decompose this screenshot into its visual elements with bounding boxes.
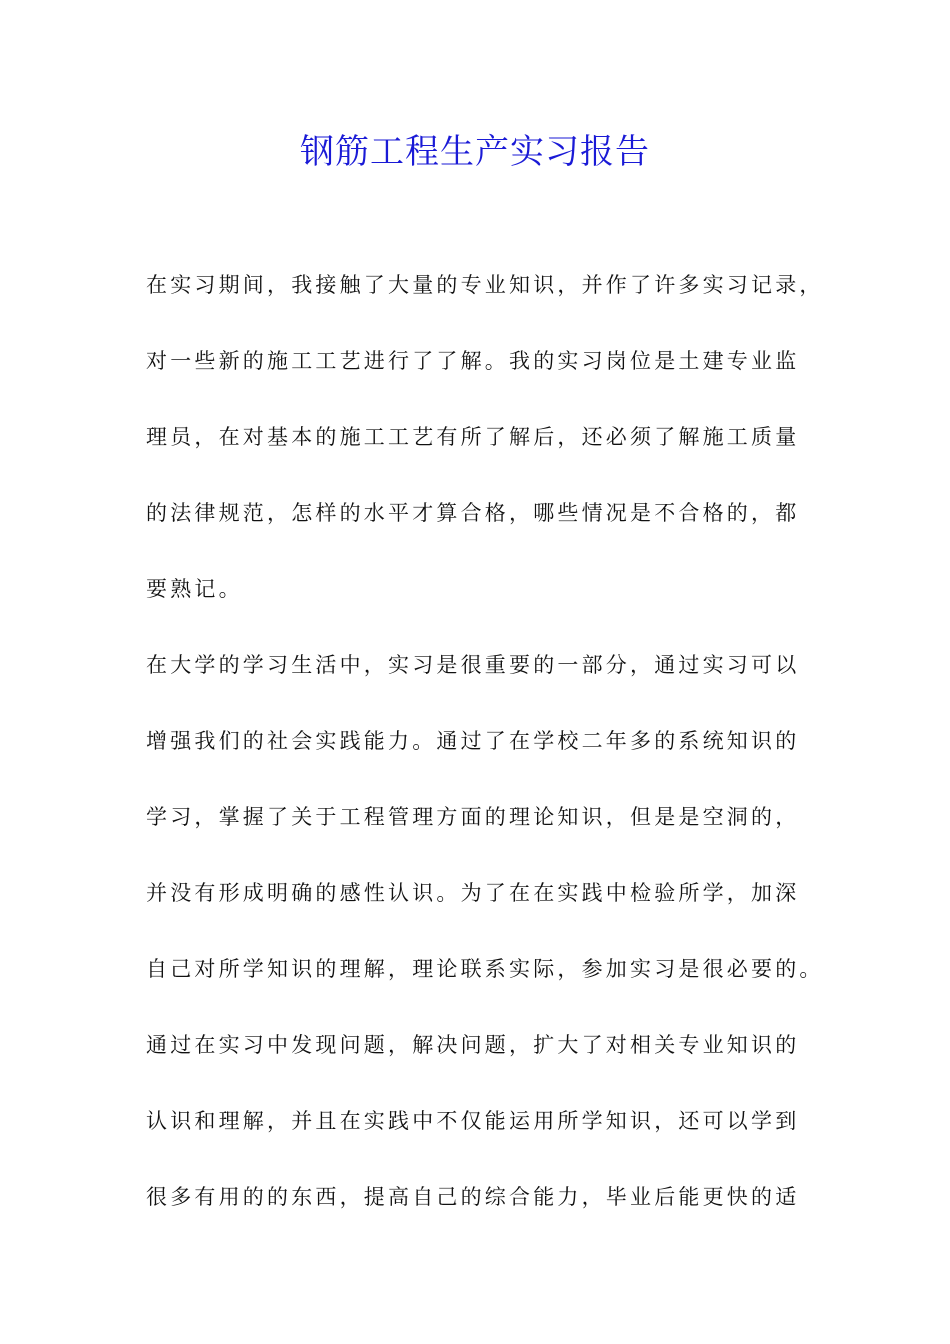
text-line: 自己对所学知识的理解，理论联系实际，参加实习是很必要的。 [146, 957, 824, 981]
text-line: 学习，掌握了关于工程管理方面的理论知识，但是是空洞的， [146, 805, 800, 829]
document-body [146, 265, 826, 1253]
text-line: 并没有形成明确的感性认识。为了在在实践中检验所学，加深 [146, 881, 800, 905]
text-line: 要熟记。 [146, 577, 243, 601]
text-line: 理员，在对基本的施工工艺有所了解后，还必须了解施工质量 [146, 425, 800, 449]
text-line: 在大学的学习生活中，实习是很重要的一部分，通过实习可以 [146, 653, 800, 677]
text-line: 认识和理解，并且在实践中不仅能运用所学知识，还可以学到 [146, 1109, 800, 1133]
text-line: 很多有用的的东西，提高自己的综合能力，毕业后能更快的适 [146, 1185, 800, 1209]
document-title: 钢筋工程生产实习报告 [300, 132, 650, 172]
text-line: 对一些新的施工工艺进行了了解。我的实习岗位是土建专业监 [146, 349, 800, 373]
text-line: 的法律规范，怎样的水平才算合格，哪些情况是不合格的，都 [146, 501, 800, 525]
text-line: 在实习期间，我接触了大量的专业知识，并作了许多实习记录， [146, 273, 824, 297]
text-line: 增强我们的社会实践能力。通过了在学校二年多的系统知识的 [146, 729, 800, 753]
text-line: 通过在实习中发现问题，解决问题，扩大了对相关专业知识的 [146, 1033, 800, 1057]
